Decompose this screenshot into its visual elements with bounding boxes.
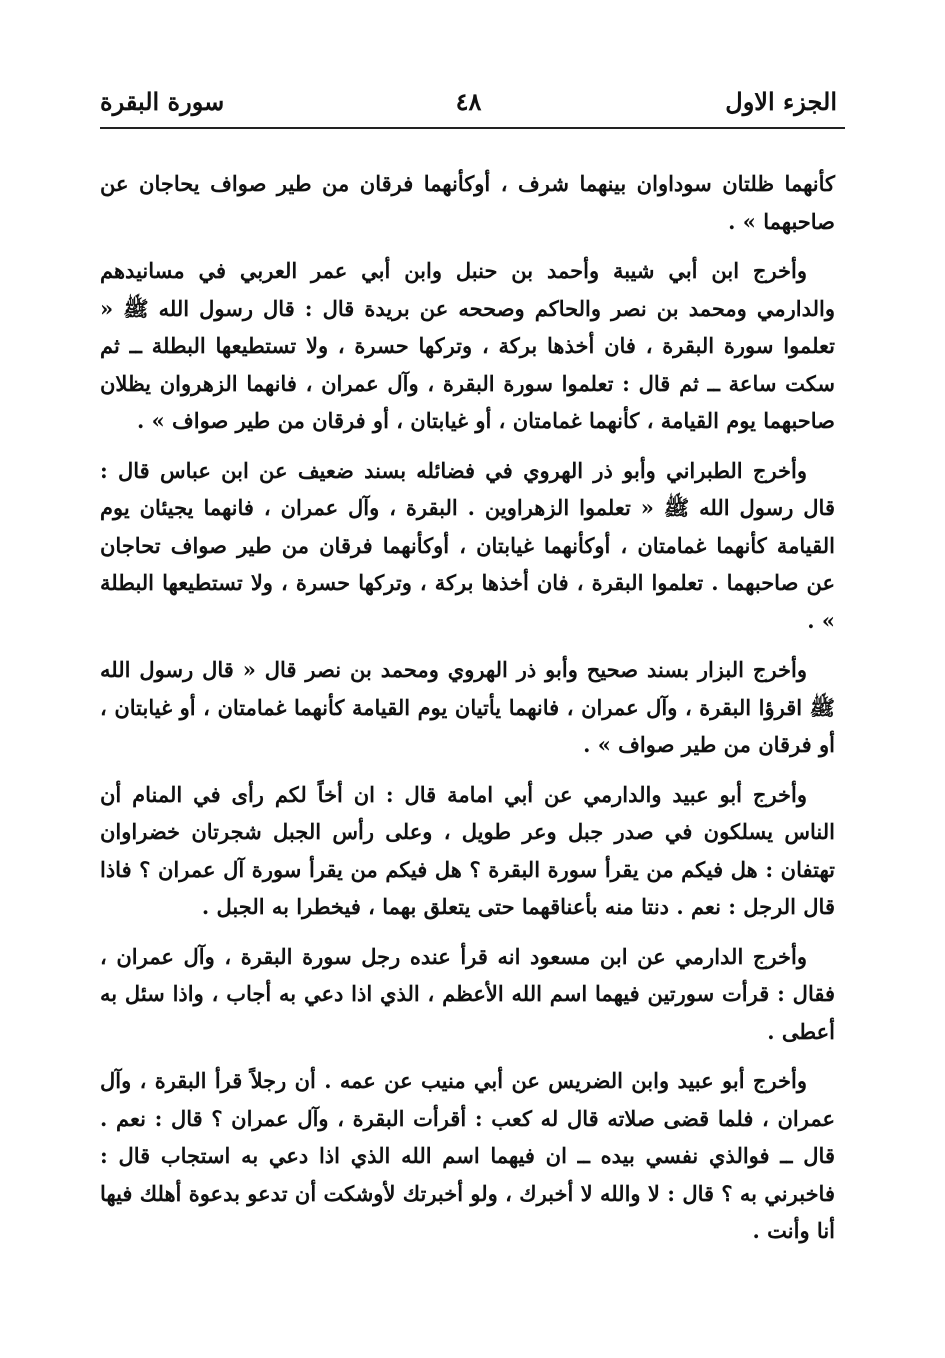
part-title: الجزء الاول bbox=[725, 87, 837, 116]
paragraph: وأخرج أبو عبيد والدارمي عن أبي امامة قال : ان أخاً لكم رأى في المنام أن الناس يسلكون في صدر جبل وعر طويل ، وعلى رأس الجبل شجرتان خضراوان تهتفان : هل فيكم من يقرأ سورة البقرة ؟ هل فيكم من يقرأ سورة آل عمران ؟ فاذا قال الرجل : نعم . دنتا منه بأعناقهما حتى يتعلق بهما ، فيخطرا به الجبل . bbox=[100, 781, 835, 919]
paragraph: وأخرج أبو عبيد وابن الضريس عن أبي منيب عن عمه . أن رجلاً قرأ البقرة ، وآل عمران ، فلما قضى صلاته قال له كعب : أقرأت البقرة ، وآل عمران ؟ قال : نعم . قال ــ فوالذي نفسي بيده ــ ان فيهما اسم الله الذي اذا دعي به استجاب قال : فاخبرني به ؟ قال : لا والله لا أخبرك ، ولو أخبرتك لأوشكت أن تدعو بدعوة أهلك فيها أنا وأنت . bbox=[100, 1068, 835, 1243]
paragraph: وأخرج الطبراني وأبو ذر الهروي في فضائله بسند ضعيف عن ابن عباس قال : قال رسول الله ﷺ « تعلموا الزهراوين . البقرة ، وآل عمران ، فانهما يجيئان يوم القيامة كأنهما غمامتان ، أوكأنهما غيابتان ، أوكأنهما فرقان من طير صواف تحاجان عن صاحبهما . تعلموا البقرة ، فان أخذها بركة ، وتركها حسرة ، ولا تستطيعها البطلة » . bbox=[100, 457, 835, 633]
page-number: ٤٨ bbox=[455, 87, 482, 116]
page-header bbox=[100, 82, 837, 122]
page-body bbox=[100, 165, 835, 1262]
paragraph: كأنهما ظلتان سوداوان بينهما شرف ، أوكأنهما فرقان من طير صواف يحاجان عن صاحبهما » . bbox=[100, 171, 835, 234]
paragraph: وأخرج ابن أبي شيبة وأحمد بن حنبل وابن أبي عمر العربي في مسانيدهم والدارمي ومحمد بن نصر والحاكم وصححه عن بريدة قال : قال رسول الله ﷺ « تعلموا سورة البقرة ، فان أخذها بركة ، وتركها حسرة ، ولا تستطيعها البطلة ــ ثم سكت ساعة ــ ثم قال : تعلموا سورة البقرة ، وآل عمران ، فانهما الزهروان يظلان صاحبهما يوم القيامة ، كأنهما غمامتان ، أو غيابتان ، أو فرقان من طير صواف » . bbox=[100, 258, 835, 433]
surah-title: سورة البقرة bbox=[100, 87, 225, 116]
paragraph: وأخرج البزار بسند صحيح وأبو ذر الهروي ومحمد بن نصر قال « قال رسول الله ﷺ اقرؤا البقرة ، وآل عمران ، فانهما يأتيان يوم القيامة كأنهما غمامتان ، أو غيابتان ، أو فرقان من طير صواف » . bbox=[100, 657, 835, 757]
header-divider bbox=[100, 127, 845, 129]
paragraph: وأخرج الدارمي عن ابن مسعود انه قرأ عنده رجل سورة البقرة ، وآل عمران ، فقال : قرأت سورتين فيهما اسم الله الأعظم ، الذي اذا دعي به أجاب ، واذا سئل به أعطى . bbox=[100, 943, 835, 1044]
